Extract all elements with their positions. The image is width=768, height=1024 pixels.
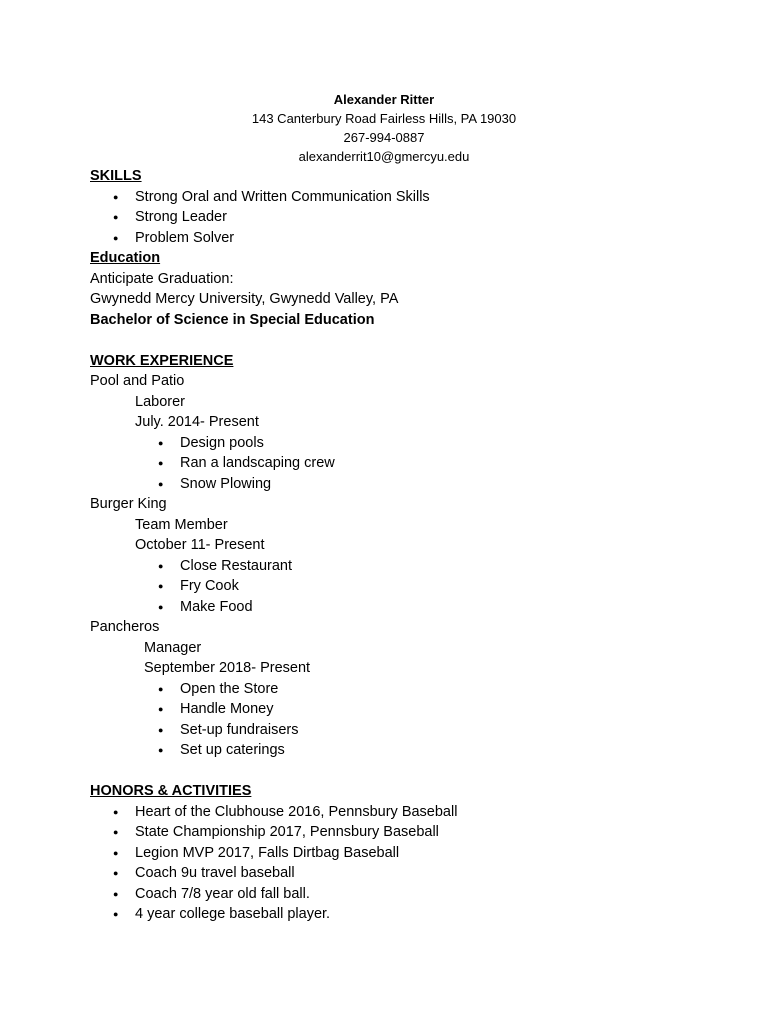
job-company: Pancheros (90, 619, 160, 635)
work-heading: WORK EXPERIENCE (90, 352, 234, 369)
education-heading: Education (90, 250, 161, 266)
list-item: ● Coach 7/8 year old fall ball. (90, 884, 768, 905)
education-graduation: Anticipate Graduation: (90, 270, 234, 287)
honors-heading: HONORS & ACTIVITIES (90, 783, 252, 799)
applicant-name: Alexander Ritter (333, 92, 435, 107)
list-item: ● Open the Store (90, 679, 768, 700)
skills-list (90, 187, 768, 249)
spacer (90, 761, 768, 782)
resume-body (0, 166, 768, 925)
job-dates: October 11- Present (135, 537, 265, 553)
list-item: ● Problem Solver (90, 228, 768, 249)
list-item: ● Heart of the Clubhouse 2016, Pennsbury Baseball (90, 802, 768, 823)
job-title: Manager (144, 639, 202, 656)
list-item: ● Set-up fundraisers (90, 720, 768, 741)
education-school: Gwynedd Mercy University, Gwynedd Valley, PA (90, 291, 399, 307)
job-duties (90, 556, 768, 618)
list-item: ● Design pools (90, 433, 768, 454)
email: alexanderrit10@gmercyu.edu (298, 149, 470, 164)
honors-list (90, 802, 768, 925)
list-item: ● Legion MVP 2017, Falls Dirtbag Baseball (90, 843, 768, 864)
skills-heading: SKILLS (90, 168, 142, 184)
job-title: Team Member (135, 516, 228, 533)
list-item: ● Strong Oral and Written Communication Skills (90, 187, 768, 208)
job-company: Pool and Patio (90, 373, 185, 389)
job-company: Burger King (90, 496, 167, 512)
list-item: ● Ran a landscaping crew (90, 453, 768, 474)
list-item: ● 4 year college baseball player. (90, 904, 768, 925)
spacer (90, 330, 768, 351)
list-item: ● Make Food (90, 597, 768, 618)
phone: 267-994-0887 (343, 130, 425, 145)
list-item: ● State Championship 2017, Pennsbury Baseball (90, 822, 768, 843)
list-item: ● Fry Cook (90, 576, 768, 597)
list-item: ● Handle Money (90, 699, 768, 720)
list-item: ● Coach 9u travel baseball (90, 863, 768, 884)
list-item: ● Strong Leader (90, 207, 768, 228)
job-title: Laborer (135, 393, 185, 410)
list-item: ● Set up caterings (90, 740, 768, 761)
job-dates: September 2018- Present (144, 660, 311, 676)
job-duties (90, 679, 768, 761)
contact-header (0, 90, 768, 166)
list-item: ● Snow Plowing (90, 474, 768, 495)
address: 143 Canterbury Road Fairless Hills, PA 19030 (251, 111, 517, 126)
job-duties (90, 433, 768, 495)
job-dates: July. 2014- Present (135, 414, 259, 430)
list-item: ● Close Restaurant (90, 556, 768, 577)
education-degree: Bachelor of Science in Special Education (90, 311, 375, 328)
